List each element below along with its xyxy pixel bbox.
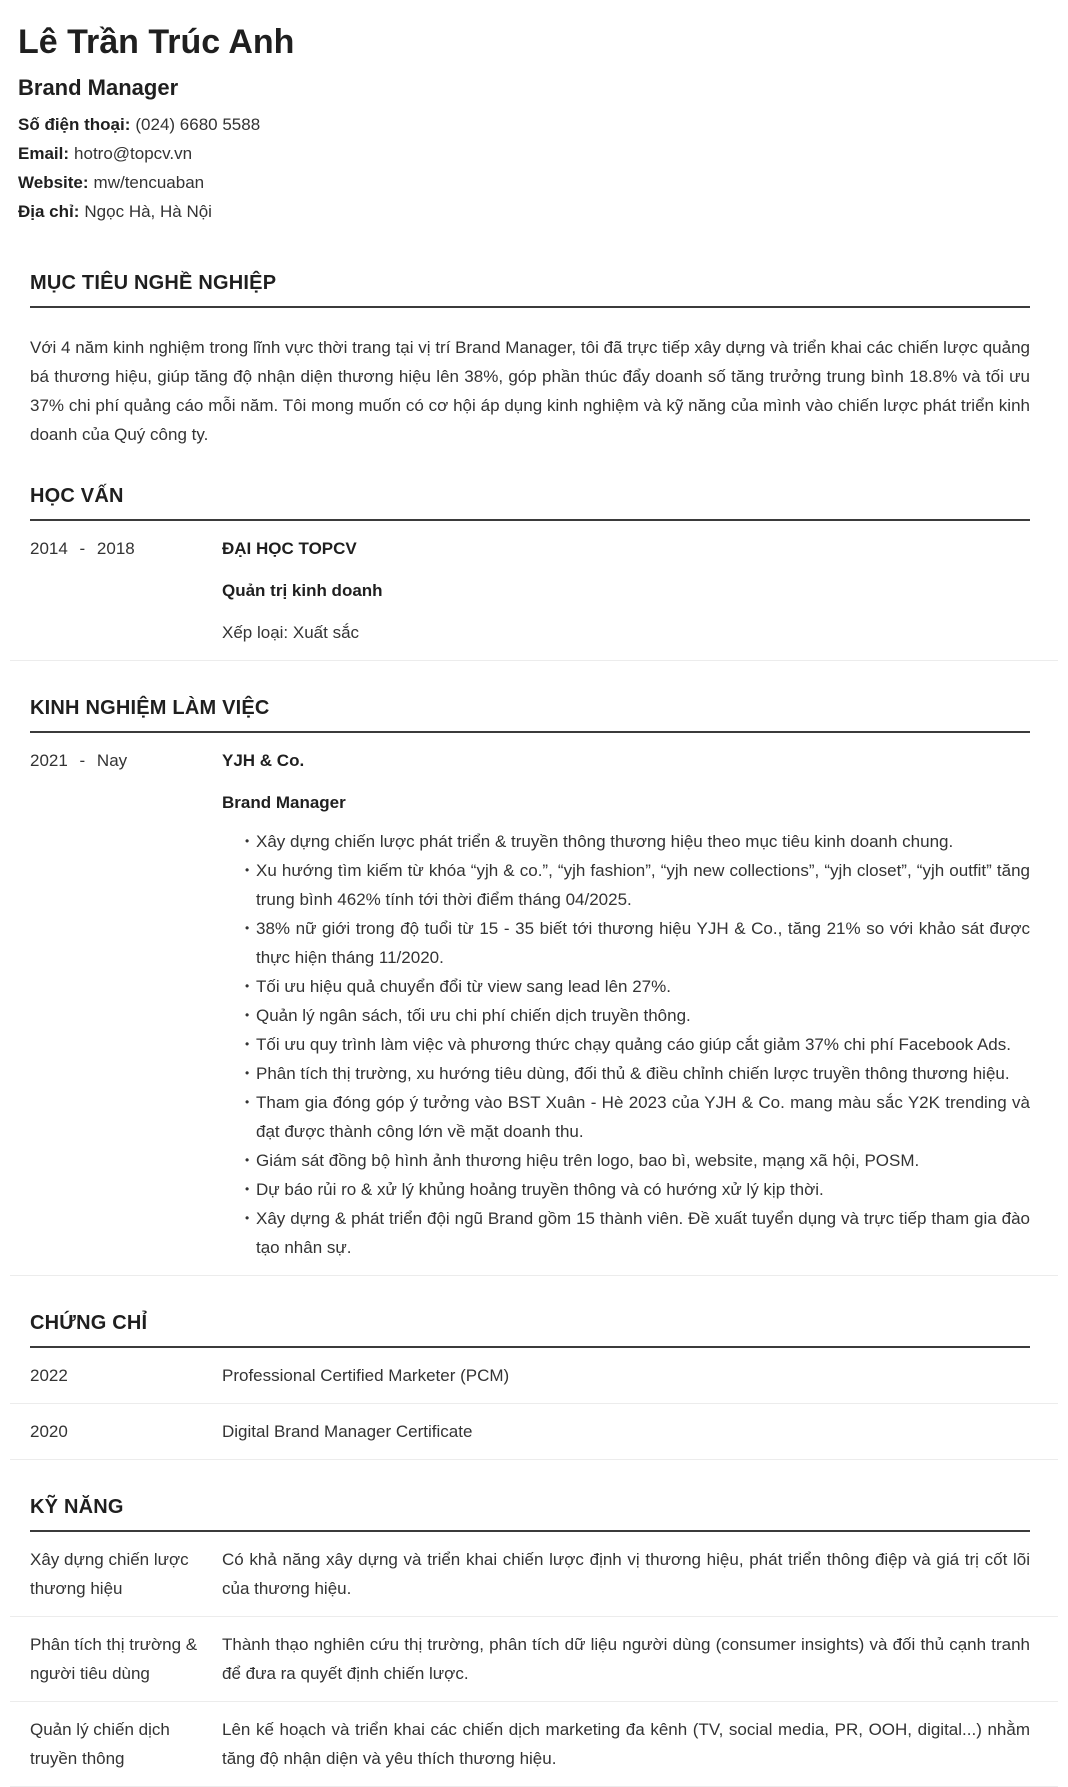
experience-bullet: • Phân tích thị trường, xu hướng tiêu dùng, đối thủ & điều chỉnh chiến lược truyền thông thương hiệu. (245, 1059, 1030, 1088)
experience-bullet: • Tham gia đóng góp ý tưởng vào BST Xuân - Hè 2023 của YJH & Co. mang màu sắc Y2K trending và đạt được thành công lớn về mặt doanh thu. (245, 1088, 1030, 1146)
experience-bullet: • Giám sát đồng bộ hình ảnh thương hiệu trên logo, bao bì, website, mạng xã hội, POSM. (245, 1146, 1030, 1175)
skill-description: Lên kế hoạch và triển khai các chiến dịch marketing đa kênh (TV, social media, PR, OOH, digital...) nhằm tăng độ nhận diện và yêu thích thương hiệu. (222, 1719, 1030, 1768)
section-certificates-head (30, 1312, 1030, 1348)
contact-phone (18, 110, 1030, 139)
skill-row (10, 1617, 1058, 1702)
experience-bullet: • Quản lý ngân sách, tối ưu chi phí chiến dịch truyền thông. (245, 1001, 1030, 1030)
contact-email (18, 139, 1030, 168)
objective-text: Với 4 năm kinh nghiệm trong lĩnh vực thời trang tại vị trí Brand Manager, tôi đã trực tiếp xây dựng và triển khai các chiến lược quảng bá thương hiệu, giúp tăng độ nhận diện thương hiệu lên 38%, góp phần thúc đẩy doanh số tăng trưởng trung bình 18.8% và tối ưu 37% chi phí quảng cáo mỗi năm. Tôi mong muốn có cơ hội áp dụng kinh nghiệm và kỹ năng của mình vào chiến lược phát triển kinh doanh của Quý công ty. (30, 337, 1030, 444)
certificate-row (10, 1348, 1058, 1404)
certificate-name: Professional Certified Marketer (PCM) (222, 1365, 510, 1385)
certificate-year: 2020 (30, 1421, 68, 1441)
experience-bullet: • Dự báo rủi ro & xử lý khủng hoảng truyền thông và có hướng xử lý kịp thời. (245, 1175, 1030, 1204)
education-period: 2014 - 2018 (30, 538, 135, 558)
section-experience-head (30, 697, 1030, 733)
certificate-row (10, 1404, 1058, 1460)
experience-bullet: • Xây dựng & phát triển đội ngũ Brand gồm 15 thành viên. Đề xuất tuyển dụng và trực tiếp tham gia đào tạo nhân sự. (245, 1204, 1030, 1262)
experience-bullet: • Xu hướng tìm kiếm từ khóa “yjh & co.”, “yjh fashion”, “yjh new collections”, “yjh closet”, “yjh outfit” tăng trung bình 462% tính tới thời điểm tháng 04/2025. (245, 856, 1030, 914)
certificate-year: 2022 (30, 1365, 68, 1385)
section-certificates (0, 1312, 1068, 1460)
education-rows (10, 521, 1058, 661)
contact-website-label: Website: (18, 172, 89, 192)
contact-email-label: Email: (18, 143, 70, 163)
experience-bullet: • Tối ưu quy trình làm việc và phương thức chạy quảng cáo giúp cắt giảm 37% chi phí Facebook Ads. (245, 1030, 1030, 1059)
experience-role: Brand Manager (222, 792, 346, 812)
section-certificates-title: CHỨNG CHỈ (30, 1311, 148, 1334)
cv-header (0, 0, 1068, 226)
skill-description: Có khả năng xây dựng và triển khai chiến lược định vị thương hiệu, phát triển thông điệp và giá trị cốt lõi của thương hiệu. (222, 1549, 1030, 1598)
section-skills-title: KỸ NĂNG (30, 1495, 124, 1518)
education-row (10, 521, 1058, 661)
experience-company: YJH & Co. (222, 750, 305, 770)
section-experience-title: KINH NGHIỆM LÀM VIỆC (30, 696, 270, 719)
certificate-rows (10, 1348, 1058, 1460)
section-objective-head (30, 272, 1030, 308)
experience-bullet: • Tối ưu hiệu quả chuyển đổi từ view sang lead lên 27%. (245, 972, 1030, 1001)
education-major: Quản trị kinh doanh (222, 580, 383, 600)
section-skills-head (30, 1496, 1030, 1532)
contact-address (18, 197, 1030, 226)
contact-phone-label: Số điện thoại: (18, 114, 131, 134)
experience-row (10, 733, 1058, 1276)
section-objective-title: MỤC TIÊU NGHỀ NGHIỆP (30, 271, 277, 294)
experience-bullet-list (222, 827, 1030, 1262)
section-skills (0, 1496, 1068, 1787)
section-experience (0, 697, 1068, 1276)
education-details (222, 534, 1030, 647)
education-grade: Xếp loại: Xuất sắc (222, 622, 360, 642)
skill-row (10, 1532, 1058, 1617)
candidate-name: Lê Trần Trúc Anh (18, 23, 295, 61)
skill-rows (10, 1532, 1058, 1787)
education-school: ĐẠI HỌC TOPCV (222, 538, 357, 558)
experience-bullet: • Xây dựng chiến lược phát triển & truyền thông thương hiệu theo mục tiêu kinh doanh chung. (245, 827, 1030, 856)
certificate-name: Digital Brand Manager Certificate (222, 1421, 473, 1441)
candidate-job-title: Brand Manager (18, 74, 179, 100)
skill-row (10, 1702, 1058, 1787)
skill-name: Quản lý chiến dịch truyền thông (30, 1719, 170, 1768)
skill-name: Xây dựng chiến lược thương hiệu (30, 1549, 189, 1598)
contact-email-value: hotro@topcv.vn (74, 143, 193, 163)
section-education (0, 485, 1068, 661)
section-education-title: HỌC VẤN (30, 484, 124, 507)
skill-description: Thành thạo nghiên cứu thị trường, phân tích dữ liệu người dùng (consumer insights) và đối thủ cạnh tranh để đưa ra quyết định chiến lược. (222, 1634, 1030, 1683)
contact-website-value: mw/tencuaban (93, 172, 205, 192)
contact-phone-value: (024) 6680 5588 (135, 114, 261, 134)
section-education-head (30, 485, 1030, 521)
skill-name: Phân tích thị trường & người tiêu dùng (30, 1634, 198, 1683)
contact-website (18, 168, 1030, 197)
experience-rows (10, 733, 1058, 1276)
section-objective (0, 272, 1068, 449)
experience-bullet: • 38% nữ giới trong độ tuổi từ 15 - 35 biết tới thương hiệu YJH & Co., tăng 21% so với khảo sát được thực hiện tháng 11/2020. (245, 914, 1030, 972)
experience-details (222, 746, 1030, 1262)
contact-address-label: Địa chỉ: (18, 201, 80, 221)
contact-address-value: Ngọc Hà, Hà Nội (84, 201, 212, 221)
experience-period: 2021 - Nay (30, 750, 128, 770)
